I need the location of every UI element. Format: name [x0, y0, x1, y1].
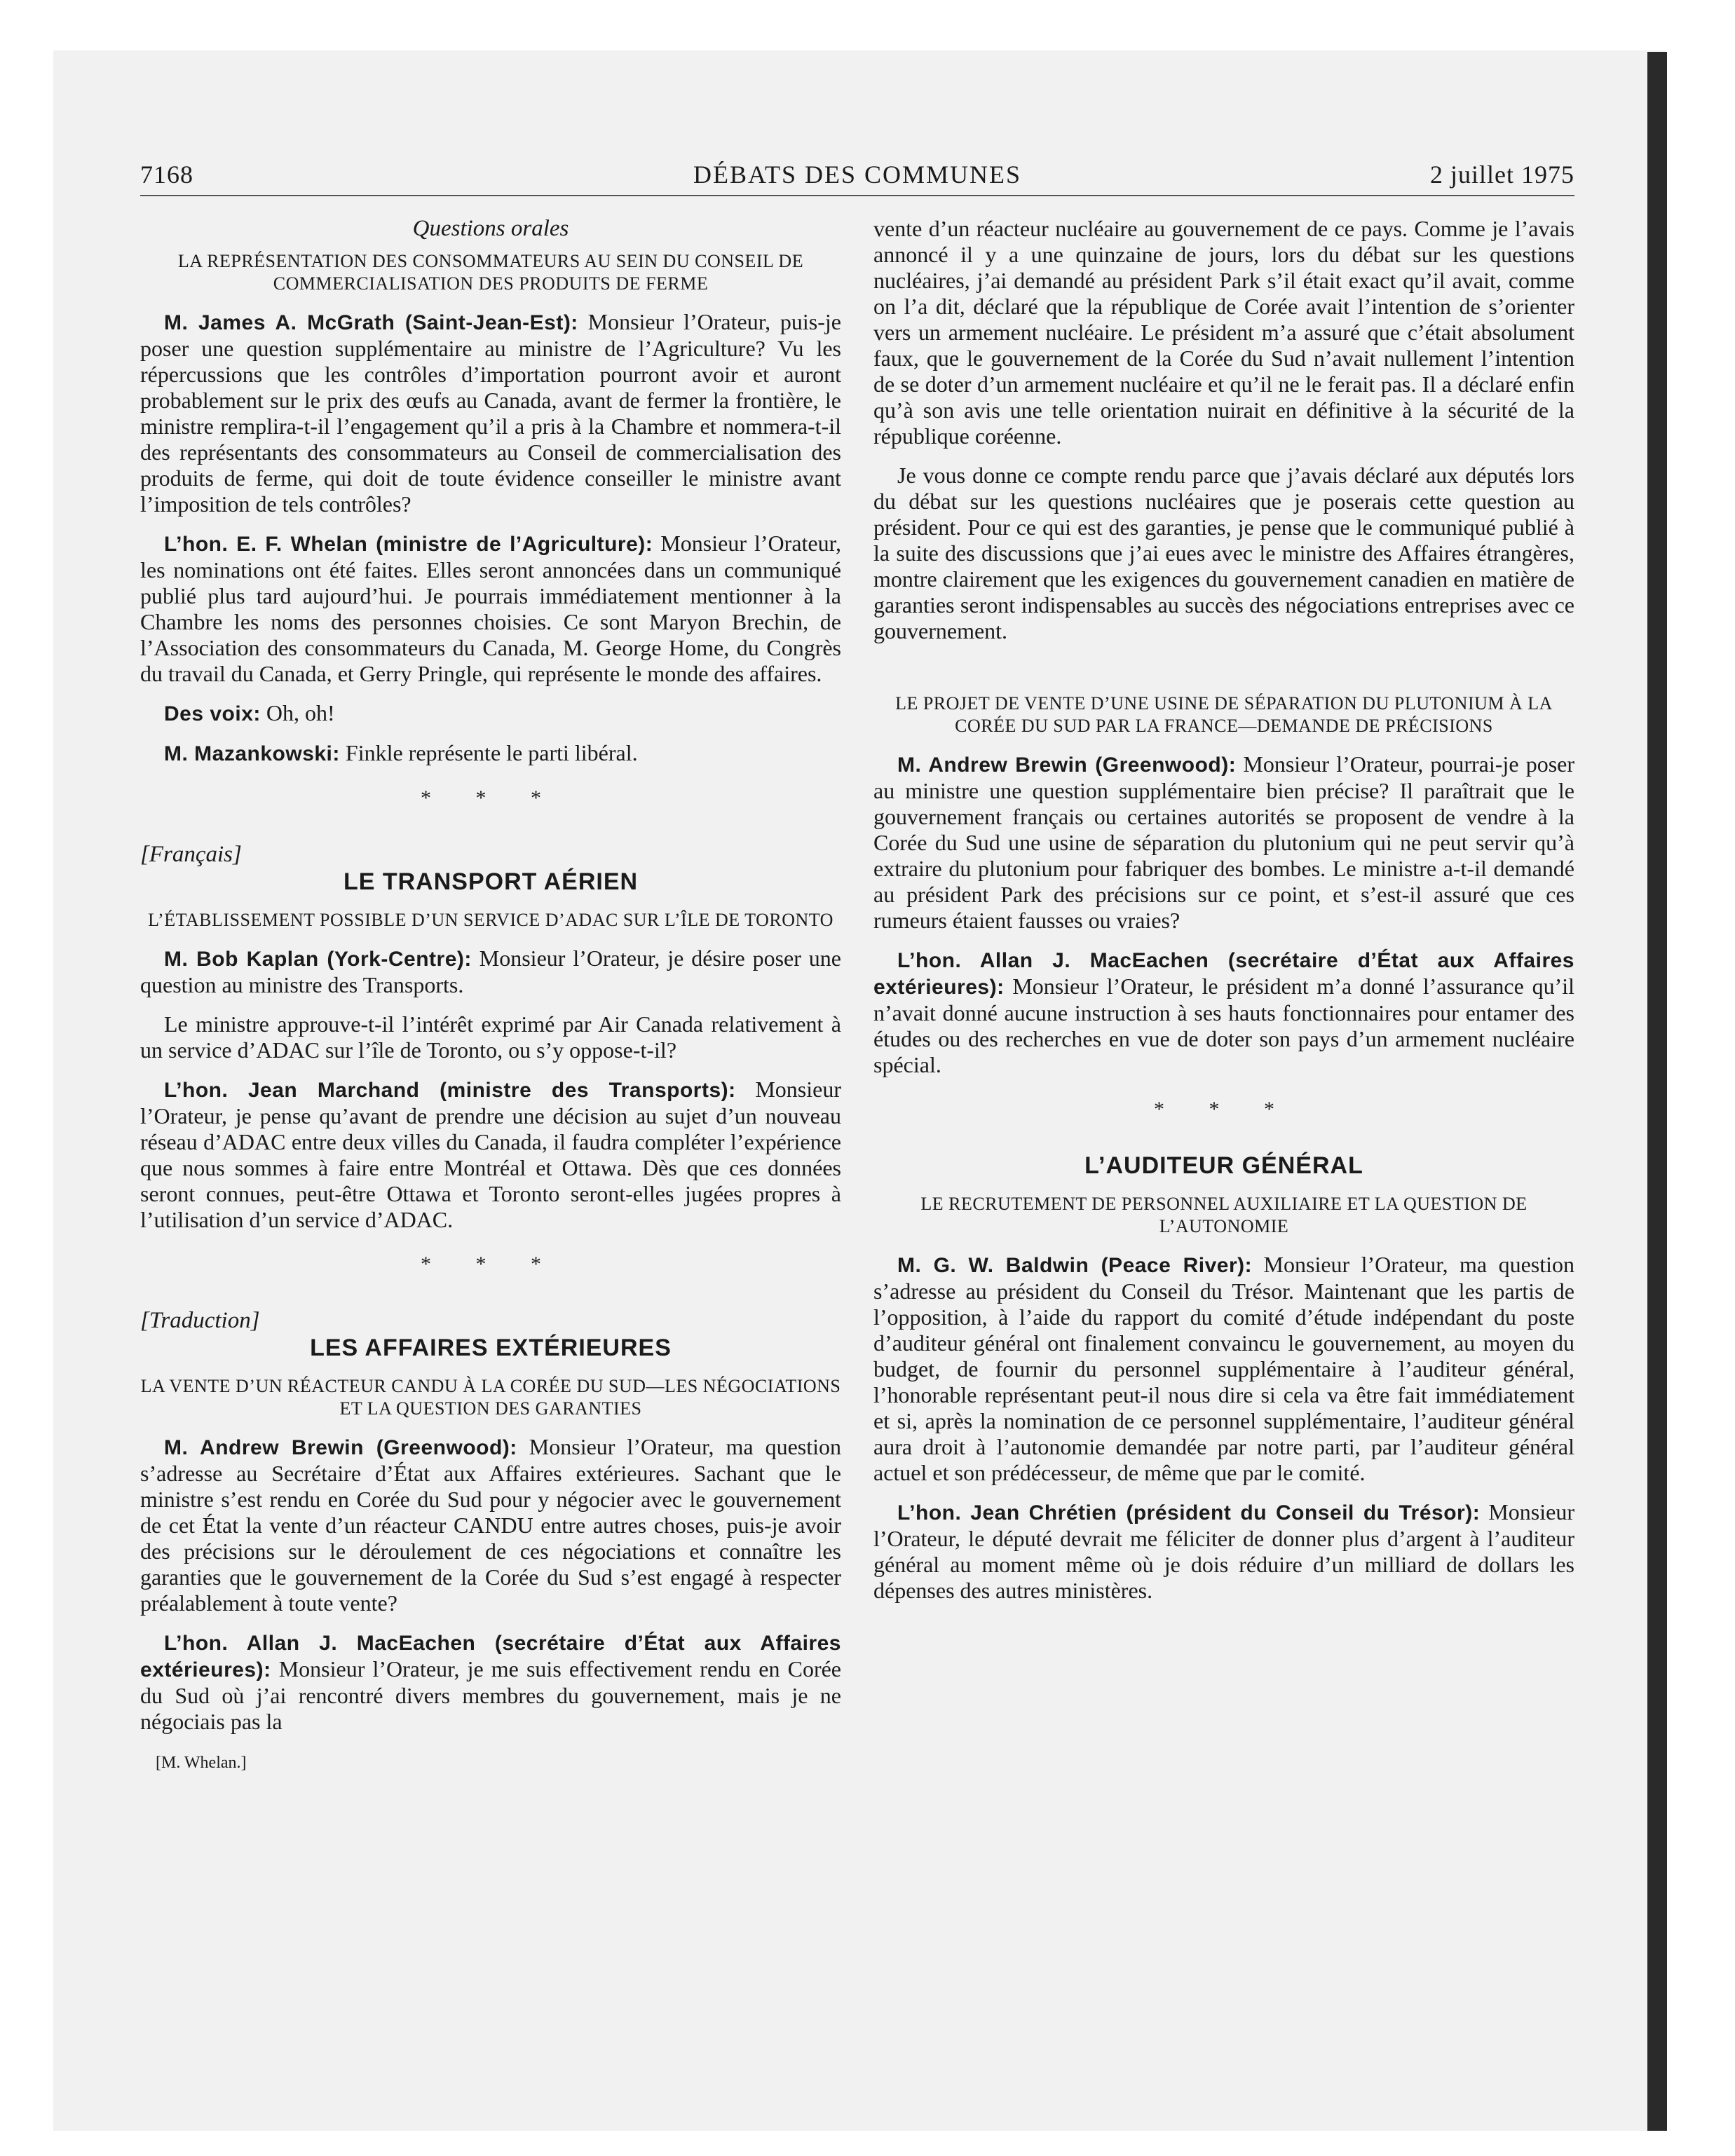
speech-text: Monsieur l’Orateur, ma question s’adresse au Secrétaire d’État aux Affaires extérieures. Sachant que le ministre s’est rendu en Corée du Sud pour y négocier avec le gouvernement de cet État la vente d’un réacteur CANDU entre autres choses, puis-je avoir des précisions sur le déroulement de ces négociations et connaître les garanties que le gouvernement de la Corée du Sud s’est engagé à respecter préalablement à toute vente? [140, 1434, 842, 1616]
speech-text: Monsieur l’Orateur, je désire poser une question au ministre des Transports. [140, 946, 841, 997]
section-title-foreign-affairs: LES AFFAIRES EXTÉRIEURES [310, 1335, 672, 1361]
section-title-transport: LE TRANSPORT AÉRIEN [343, 868, 639, 895]
paragraph-des-voix [140, 700, 841, 727]
subheading-candu: LA VENTE D’UN RÉACTEUR CANDU À LA CORÉE DU SUD—LES NÉGOCIATIONS ET LA QUESTION DES GARANTIES [140, 1376, 841, 1419]
rubric-questions-orales: Questions orales [412, 216, 569, 241]
paragraph-chretien [873, 1499, 1574, 1604]
paragraph-kaplan [140, 946, 841, 998]
paragraph-marchand [140, 1077, 841, 1233]
speaker-name: M. Bob Kaplan (York-Centre): [164, 948, 472, 971]
page-number: 7168 [140, 161, 193, 189]
subheading-autonomy: LE RECRUTEMENT DE PERSONNEL AUXILIAIRE ET LA QUESTION DE L’AUTONOMIE [920, 1194, 1528, 1236]
issue-date: 2 juillet 1975 [1430, 161, 1574, 189]
footnote: [M. Whelan.] [156, 1754, 247, 1772]
language-note: [Français] [140, 842, 242, 867]
scan-edge-bar [1647, 52, 1667, 2131]
speech-text: Monsieur l’Orateur, le député devrait me féliciter de donner plus d’argent à l’auditeur général au moment même où je dois réduire d’un milliard de dollars les dépenses des autres ministères. [873, 1499, 1574, 1603]
speaker-name: M. Andrew Brewin (Greenwood): [897, 753, 1237, 777]
speaker-name: L’hon. Allan J. MacEachen (secrétaire d’État aux Affaires extérieures): [140, 1632, 841, 1681]
speaker-name: Des voix: [164, 702, 261, 725]
paragraph-brewin [140, 1434, 841, 1616]
section-title-auditor: L’AUDITEUR GÉNÉRAL [1084, 1152, 1363, 1179]
speech-text: Oh, oh! [260, 700, 335, 725]
paragraph-kaplan-question: Le ministre approuve-t-il l’intérêt exprimé par Air Canada relativement à un service d’ADAC sur l’île de Toronto, ou s’y oppose-t-il? [140, 1011, 841, 1063]
speaker-name: M. G. W. Baldwin (Peace River): [897, 1254, 1253, 1277]
section-separator: * * * [421, 786, 561, 810]
speaker-name: L’hon. Jean Marchand (ministre des Transports): [164, 1079, 736, 1102]
right-column [873, 216, 1574, 1617]
speech-text: Monsieur l’Orateur, pourrai-je poser au ministre une question supplémentaire bien précise? Il paraîtrait que le gouvernement français ou certaines autorités se proposent de vendre à la Corée du Sud une usine de séparation du plutonium qui ne peut servir qu’à extraire du plutonium pour fabriquer des bombes. Le ministre a-t-il demandé au président Park des précisions sur ce point, et s’est-il assuré que ces rumeurs étaient fausses ou vraies? [873, 751, 1575, 933]
paragraph-mazankowski [140, 740, 841, 767]
language-note: [Traduction] [140, 1308, 260, 1333]
subheading-plutonium: LE PROJET DE VENTE D’UNE USINE DE SÉPARATION DU PLUTONIUM À LA CORÉE DU SUD PAR LA FRANCE—DEMANDE DE PRÉCISIONS [895, 693, 1553, 736]
speaker-name: L’hon. Jean Chrétien (président du Conseil du Trésor): [897, 1501, 1481, 1524]
spacer [873, 657, 1574, 692]
speaker-name: L’hon. E. F. Whelan (ministre de l’Agriculture): [164, 533, 653, 556]
paragraph-brewin-supplementary [873, 751, 1574, 934]
paragraph-maceachen [140, 1630, 841, 1735]
section-separator: * * * [1154, 1098, 1294, 1121]
paragraph-baldwin [873, 1252, 1574, 1486]
speech-text: Monsieur l’Orateur, le président m’a donné l’assurance qu’il n’avait donné aucune instruction à ses hauts fonctionnaires pour entamer des études ou des recherches en vue de doter son pays d’un armement nucléaire spécial. [873, 974, 1574, 1077]
speech-text: Monsieur l’Orateur, je me suis effectivement rendu en Corée du Sud où j’ai rencontré divers membres du gouvernement, mais je ne négociais pas la [140, 1656, 841, 1734]
subheading-consumers: LA REPRÉSENTATION DES CONSOMMATEURS AU SEIN DU CONSEIL DE COMMERCIALISATION DES PRODUITS DE FERME [177, 251, 804, 294]
paragraph-maceachen-continued: vente d’un réacteur nucléaire au gouvernement de ce pays. Comme je l’avais annoncé il y a une quinzaine de jours, lors du débat sur les questions nucléaires, j’ai demandé au président Park s’il était exact qu’il avait, comme on l’a dit, déclaré que la république de Corée avait l’intention de s’orienter vers un armement nucléaire. Le président m’a assuré que c’était absolument faux, que le gouvernement de la Corée du Sud n’avait nullement l’intention de se doter d’un armement nucléaire et qu’il ne le ferait pas. Il a déclaré enfin qu’à son avis une telle orientation nuirait en définitive à la sécurité de la république coréenne. [873, 216, 1574, 449]
speech-text: Monsieur l’Orateur, ma question s’adresse au président du Conseil du Trésor. Maintenant que les partis de l’opposition, à l’aide du rapport du comité d’étude indépendant du poste d’auditeur général ont finalement convaincu le gouvernement, au moyen du budget, de fournir du personnel supplémentaire à l’auditeur général, l’honorable représentant peut-il nous dire si cela va être fait immédiatement et si, après la nomination de ce personnel supplémentaire, l’auditeur général aura droit à l’autonomie demandée par notre parti, par l’auditeur général actuel et son prédécesseur, de même que par le comité. [873, 1252, 1575, 1485]
left-column [140, 216, 841, 1776]
hansard-page [140, 158, 1574, 2079]
speaker-name: M. Mazankowski: [164, 742, 340, 765]
section-separator: * * * [421, 1253, 561, 1276]
speaker-name: M. James A. McGrath (Saint-Jean-Est): [164, 311, 578, 334]
running-head [140, 158, 1574, 196]
speech-text: Monsieur l’Orateur, les nominations ont été faites. Elles seront annoncées dans un communiqué publié plus tard aujourd’hui. Je pourrais immédiatement mentionner à la Chambre les noms des personnes choisies. Ce sont Maryon Brechin, de l’Association des consommateurs du Canada, M. George Home, du Congrès du travail du Canada, et Gerry Pringle, qui représente le monde des affaires. [140, 531, 841, 686]
paragraph-whelan [140, 531, 841, 687]
speech-text: Monsieur l’Orateur, puis-je poser une question supplémentaire au ministre de l’Agriculture? Vu les répercussions que les contrôles d’importation pourront avoir et auront probablement sur le prix des œufs au Canada, avant de fermer la frontière, le ministre remplira-t-il l’engagement qu’il a pris à la Chambre et nommera-t-il des représentants des consommateurs au Conseil de commercialisation des produits de ferme, qui doit de toute évidence conseiller le ministre avant l’imposition de tels contrôles? [140, 309, 841, 517]
publication-title: DÉBATS DES COMMUNES [693, 161, 1022, 189]
speech-text: Monsieur l’Orateur, je pense qu’avant de prendre une décision au sujet d’un nouveau réseau d’ADAC entre deux villes du Canada, il faudra compléter l’expérience que nous sommes à faire entre Montréal et Ottawa. Dès que ces données seront connues, peut-être Ottawa et Toronto seront-elles jugées propres à l’utilisation d’un service d’ADAC. [140, 1077, 841, 1232]
paragraph-maceachen-answer [873, 947, 1574, 1078]
subheading-adac: L’ÉTABLISSEMENT POSSIBLE D’UN SERVICE D’ADAC SUR L’ÎLE DE TORONTO [148, 910, 834, 930]
paragraph-maceachen-report: Je vous donne ce compte rendu parce que j’avais déclaré aux députés lors du débat sur les questions nucléaires que je poserais cette question au président. Pour ce qui est des garanties, je pense que le communiqué publié à la suite des discussions que j’ai eues avec le ministre des Affaires étrangères, montre clairement que les exigences du gouvernement canadien en matière de garanties seront indispensables au succès des négociations entreprises avec ce gouvernement. [873, 463, 1574, 643]
paragraph-mcgrath [140, 309, 841, 517]
speaker-name: L’hon. Allan J. MacEachen (secrétaire d’État aux Affaires extérieures): [873, 949, 1574, 999]
speaker-name: M. Andrew Brewin (Greenwood): [164, 1436, 517, 1459]
speech-text: Finkle représente le parti libéral. [339, 740, 638, 765]
